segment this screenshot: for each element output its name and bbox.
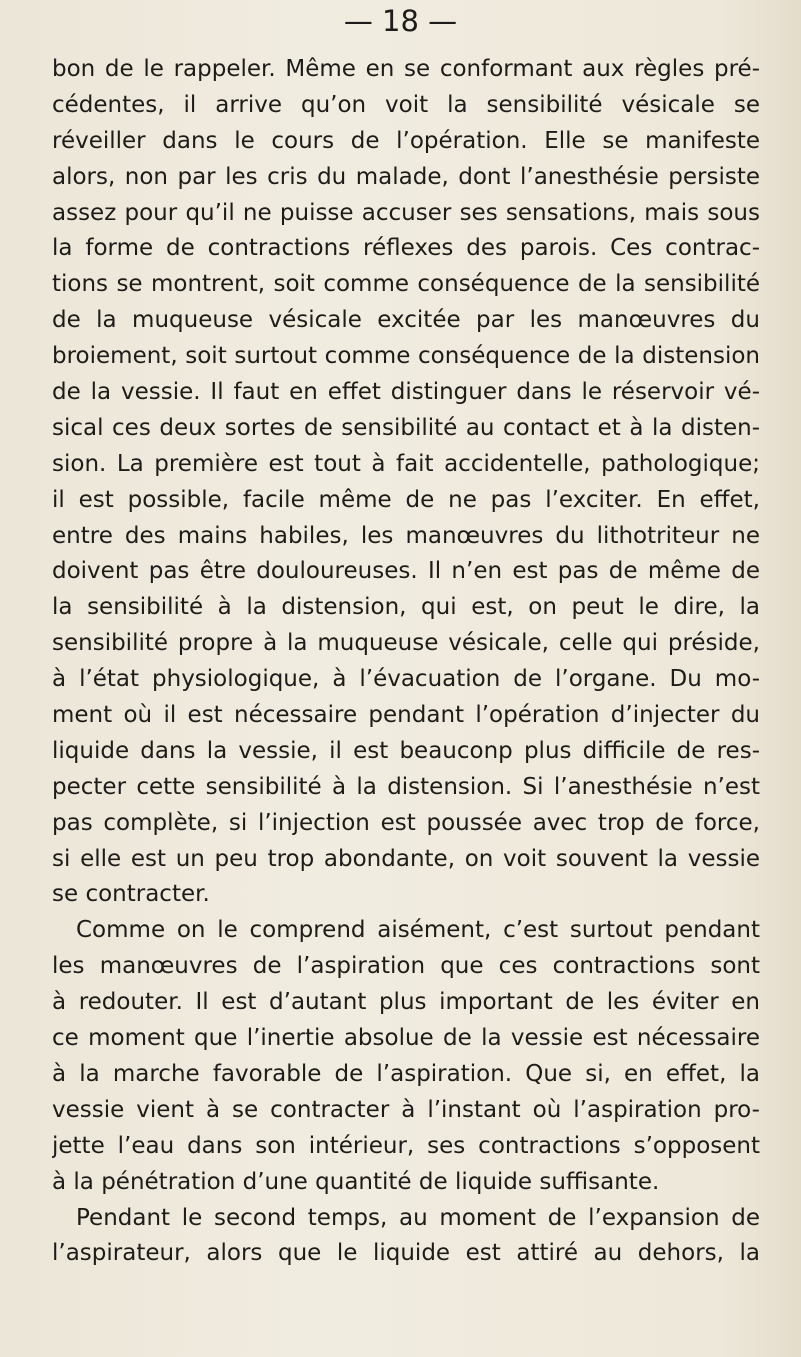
page-number: — 18 — — [343, 4, 458, 38]
body-text — [52, 52, 760, 1272]
text-line: broiement, soit surtout comme conséquence de la distension — [52, 343, 760, 370]
text-line: pas complète, si l’injection est poussée avec trop de force, — [52, 809, 760, 836]
text-line: ment où il est nécessaire pendant l’opération d’injecter du — [52, 702, 760, 729]
text-line: jette l’eau dans son intérieur, ses contractions s’opposent — [52, 1132, 760, 1159]
text-line: réveiller dans le cours de l’opération. Elle se manifeste — [52, 127, 760, 154]
text-line: Pendant le second temps, au moment de l’expansion de — [76, 1204, 760, 1231]
text-line: liquide dans la vessie, il est beauconp plus difficile de res- — [52, 737, 760, 764]
text-line: à la pénétration d’une quantité de liquide suffisante. — [52, 1168, 660, 1195]
text-line: sical ces deux sortes de sensibilité au contact et à la disten- — [52, 414, 760, 441]
text-line: la forme de contractions réflexes des parois. Ces contrac- — [52, 235, 760, 262]
text-line: Comme on le comprend aisément, c’est surtout pendant — [76, 917, 760, 944]
text-line: l’aspirateur, alors que le liquide est attiré au dehors, la — [52, 1240, 760, 1267]
text-line: la sensibilité à la distension, qui est, on peut le dire, la — [52, 594, 760, 621]
text-line: il est possible, facile même de ne pas l’exciter. En effet, — [52, 486, 760, 513]
text-line: sensibilité propre à la muqueuse vésicale, celle qui préside, — [52, 630, 760, 657]
text-line: assez pour qu’il ne puisse accuser ses sensations, mais sous — [52, 199, 760, 226]
text-line: à l’état physiologique, à l’évacuation de l’organe. Du mo- — [52, 666, 760, 693]
text-line: à la marche favorable de l’aspiration. Que si, en effet, la — [52, 1060, 760, 1087]
text-line: pecter cette sensibilité à la distension. Si l’anesthésie n’est — [52, 773, 760, 800]
text-line: les manœuvres de l’aspiration que ces contractions sont — [52, 953, 760, 980]
text-line: se contracter. — [52, 881, 210, 908]
text-line: sion. La première est tout à fait accidentelle, pathologique; — [52, 450, 760, 477]
text-line: alors, non par les cris du malade, dont l’anesthésie persiste — [52, 163, 760, 190]
text-line: cédentes, il arrive qu’on voit la sensibilité vésicale se — [52, 91, 760, 118]
text-line: à redouter. Il est d’autant plus important de les éviter en — [52, 989, 760, 1016]
text-line: bon de le rappeler. Même en se conformant aux règles pré- — [52, 56, 760, 82]
text-line: entre des mains habiles, les manœuvres du lithotriteur ne — [52, 522, 760, 549]
text-line: si elle est un peu trop abondante, on voit souvent la vessie — [52, 845, 760, 872]
text-line: de la muqueuse vésicale excitée par les manœuvres du — [52, 307, 760, 334]
text-line: vessie vient à se contracter à l’instant où l’aspiration pro- — [52, 1096, 760, 1123]
text-line: doivent pas être douloureuses. Il n’en est pas de même de — [52, 558, 760, 585]
text-line: de la vessie. Il faut en effet distinguer dans le réservoir vé- — [52, 379, 760, 406]
text-line: ce moment que l’inertie absolue de la vessie est nécessaire — [52, 1025, 760, 1052]
text-line: tions se montrent, soit comme conséquence de la sensibilité — [52, 271, 760, 298]
